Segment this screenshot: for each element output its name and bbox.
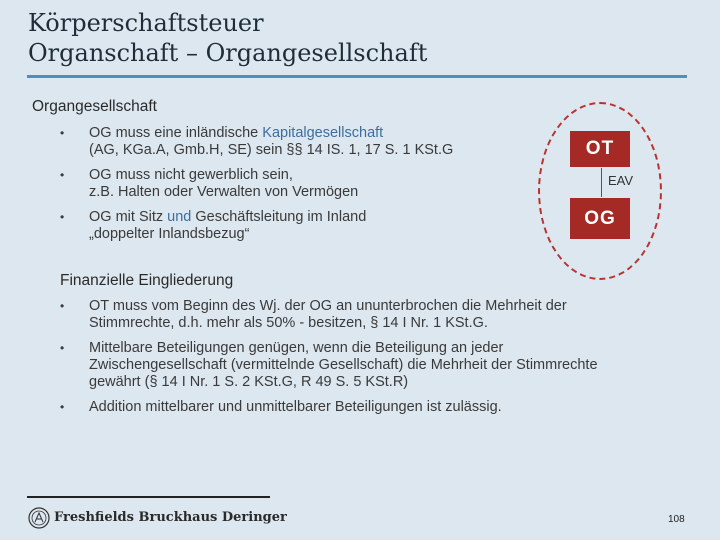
bullet-line: Addition mittelbarer und unmittelbarer Beteiligungen ist zulässig.: [89, 399, 502, 415]
bullet-line: z.B. Halten oder Verwalten von Vermögen: [89, 184, 359, 200]
bullet-dot: •: [60, 210, 65, 224]
eav-label: EAV: [608, 173, 634, 188]
bullet-dot: •: [60, 400, 65, 414]
title-line-2: Organschaft – Organgesellschaft: [28, 39, 428, 67]
highlighted-term: und: [167, 209, 192, 225]
bullet-line: OG muss nicht gewerblich sein,: [89, 167, 293, 183]
og-entity-box: OG: [570, 198, 630, 239]
bullet-dot: •: [60, 299, 65, 313]
list-item: [60, 125, 530, 159]
bullet-line: (AG, KGa.A, Gmb.H, SE) sein §§ 14 IS. 1, 17 S. 1 KSt.G: [89, 142, 454, 158]
bullet-text: OG muss eine inländische: [89, 125, 263, 141]
page-number: 108: [668, 514, 685, 525]
bullet-line: „doppelter Inlandsbezug“: [89, 226, 250, 242]
organgesellschaft-bullet-list: [60, 125, 530, 243]
bullet-line: Zwischengesellschaft (vermittelnde Gesellschaft) die Mehrheit der Stimmrechte: [89, 357, 598, 373]
freshfields-logo-icon: [28, 507, 50, 529]
footer-divider: [27, 496, 270, 498]
footer-logo-text: Freshfields Bruckhaus Deringer: [54, 510, 287, 525]
list-item: [60, 209, 530, 243]
ot-entity-box: OT: [570, 131, 630, 167]
bullet-dot: •: [60, 341, 65, 355]
bullet-line: OT muss vom Beginn des Wj. der OG an ununterbrochen die Mehrheit der: [89, 298, 567, 314]
bullet-line: Mittelbare Beteiligungen genügen, wenn die Beteiligung an jeder: [89, 340, 504, 356]
title-line-1: Körperschaftsteuer: [28, 9, 264, 37]
title-divider: [27, 75, 687, 78]
bullet-line: [89, 209, 530, 226]
eav-connector-line: [601, 168, 602, 197]
list-item: [60, 167, 530, 201]
highlighted-term: Kapitalgesellschaft: [262, 125, 384, 141]
bullet-text: OG mit Sitz: [89, 209, 168, 225]
bullet-dot: •: [60, 126, 65, 140]
section-heading-finanzielle-eingliederung: Finanzielle Eingliederung: [60, 272, 234, 289]
list-item: [60, 340, 700, 391]
bullet-dot: •: [60, 168, 65, 182]
organschaft-group-ellipse: [538, 102, 662, 280]
eingliederung-bullet-list: [60, 298, 700, 416]
bullet-line: gewährt (§ 14 I Nr. 1 S. 2 KSt.G, R 49 S. 5 KSt.R): [89, 374, 409, 390]
list-item: [60, 399, 700, 416]
list-item: [60, 298, 700, 332]
section-heading-organgesellschaft: Organgesellschaft: [32, 98, 157, 115]
bullet-line: Stimmrechte, d.h. mehr als 50% - besitzen, § 14 I Nr. 1 KSt.G.: [89, 315, 488, 331]
bullet-line: [89, 125, 530, 142]
slide-title: [28, 8, 427, 68]
bullet-text: Geschäftsleitung im Inland: [191, 209, 367, 225]
